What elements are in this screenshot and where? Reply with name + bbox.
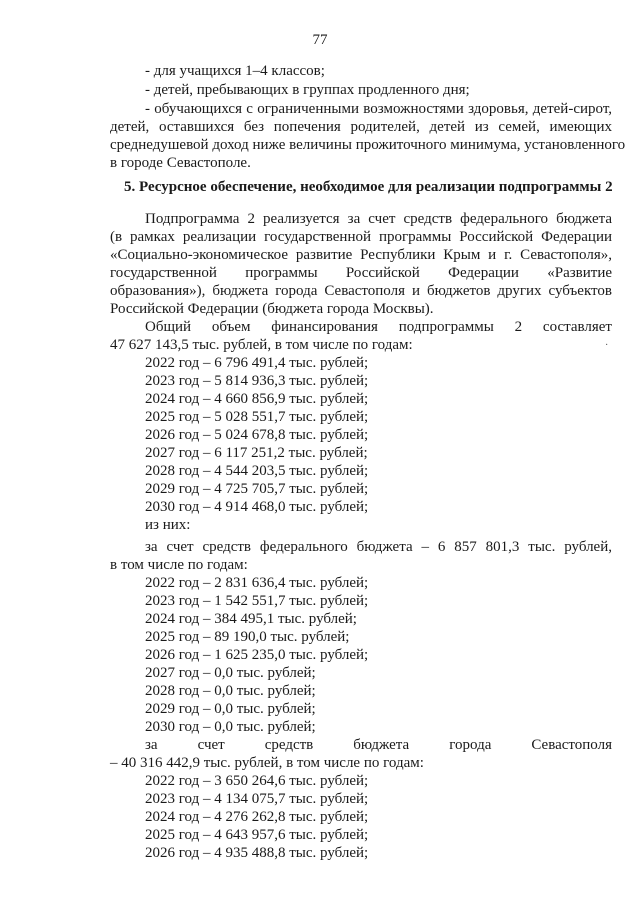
year-line: 2027 год – 0,0 тыс. рублей; (145, 665, 316, 681)
city-line: – 40 316 442,9 тыс. рублей, в том числе по годам: (110, 755, 424, 771)
paragraph-line: образования»), бюджета города Севастополя и бюджетов других субъектов (110, 283, 612, 299)
of-them-label: из них: (145, 517, 191, 533)
paragraph-line: среднедушевой доход ниже величины прожиточного минимума, установленного (110, 137, 626, 153)
year-line: 2026 год – 1 625 235,0 тыс. рублей; (145, 647, 369, 663)
year-line: 2024 год – 4 660 856,9 тыс. рублей; (145, 391, 369, 407)
total-line: 47 627 143,5 тыс. рублей, в том числе по годам: (110, 337, 413, 353)
paragraph-line: государственной программы Российской Федерации «Развитие (110, 265, 612, 281)
year-line: 2028 год – 0,0 тыс. рублей; (145, 683, 316, 699)
year-line: 2029 год – 0,0 тыс. рублей; (145, 701, 316, 717)
federal-line: в том числе по годам: (110, 557, 248, 573)
paragraph-line: Российской Федерации (бюджета города Москвы). (110, 301, 434, 317)
year-line: 2023 год – 5 814 936,3 тыс. рублей; (145, 373, 369, 389)
bullet-item: - обучающихся с ограниченными возможностями здоровья, детей-сирот, (145, 101, 612, 117)
year-line: 2023 год – 1 542 551,7 тыс. рублей; (145, 593, 369, 609)
year-line: 2027 год – 6 117 251,2 тыс. рублей; (145, 445, 368, 461)
year-line: 2025 год – 4 643 957,6 тыс. рублей; (145, 827, 369, 843)
year-line: 2025 год – 5 028 551,7 тыс. рублей; (145, 409, 369, 425)
paragraph-line: (в рамках реализации государственной программы Российской Федерации (110, 229, 612, 245)
year-line: 2026 год – 5 024 678,8 тыс. рублей; (145, 427, 369, 443)
bullet-item: - для учащихся 1–4 классов; (145, 63, 325, 79)
year-line: 2024 год – 4 276 262,8 тыс. рублей; (145, 809, 369, 825)
year-line: 2023 год – 4 134 075,7 тыс. рублей; (145, 791, 369, 807)
paragraph-line: в городе Севастополе. (110, 155, 251, 171)
year-line: 2030 год – 4 914 468,0 тыс. рублей; (145, 499, 369, 515)
paragraph-line: детей, оставшихся без попечения родителей, детей из семей, имеющих (110, 119, 612, 135)
total-line: Общий объем финансирования подпрограммы 2 составляет (145, 319, 612, 335)
document-page: 77 - для учащихся 1–4 классов; - детей, пребывающих в группах продленного дня; - обучающихся с ограниченными возможностями здоровья, детей-сирот, детей, оставшихся без попечения родителей, детей из семей, имеющих среднедушевой доход ниже величины прожиточного минимума, установленного в городе Севастополе. 5. Ресурсное обеспечение, необходимое для реализации подпрограммы 2 Подпрограмма 2 реализуется за счет средств федерального бюджета (в рамках реализации государственной программы Российской Федерации «Социально-экономическое развитие Республики Крым и г. Севастополя», государственной программы Российской Федерации «Развитие образования»), бюджета города Севастополя и бюджетов других субъектов Российской Федерации (бюджета города Москвы). Общий объем финансирования подпрограммы 2 составляет 47 627 143,5 тыс. рублей, в том числе по годам: · 2022 год – 6 796 491,4 тыс. рублей; 2023 год – 5 814 936,3 тыс. рублей; 2024 год – 4 660 856,9 тыс. рублей; 2025 год – 5 028 551,7 тыс. рублей; 2026 год – 5 024 678,8 тыс. рублей; 2027 год – 6 117 251,2 тыс. рублей; 2028 год – 4 544 203,5 тыс. рублей; 2029 год – 4 725 705,7 тыс. рублей; 2030 год – 4 914 468,0 тыс. рублей; из них: за счет средств федерального бюджета – 6 857 801,3 тыс. рублей, в том числе по годам: 2022 год – 2 831 636,4 тыс. рублей; 2023 год – 1 542 551,7 тыс. рублей; 2024 год – 384 495,1 тыс. рублей; 2025 год – 89 190,0 тыс. рублей; 2026 год – 1 625 235,0 тыс. рублей; 2027 год – 0,0 тыс. рублей; 2028 год – 0,0 тыс. рублей; 2029 год – 0,0 тыс. рублей; 2030 год – 0,0 тыс. рублей; за счет средств бюджета города Севастополя – 40 316 442,9 тыс. рублей, в том числе по годам: 2022 год – 3 650 264,6 тыс. рублей; 2023 год – 4 134 075,7 тыс. рублей; 2024 год – 4 276 262,8 тыс. рублей; 2025 год – 4 643 957,6 тыс. рублей; 2026 год – 4 935 488,8 тыс. рублей; (0, 0, 640, 904)
year-line: 2022 год – 6 796 491,4 тыс. рублей; (145, 355, 369, 371)
year-line: 2025 год – 89 190,0 тыс. рублей; (145, 629, 350, 645)
section-heading: 5. Ресурсное обеспечение, необходимое для реализации подпрограммы 2 (124, 179, 613, 195)
paragraph-line: «Социально-экономическое развитие Республики Крым и г. Севастополя», (110, 247, 612, 263)
paragraph-line: Подпрограмма 2 реализуется за счет средств федерального бюджета (145, 211, 612, 227)
year-line: 2022 год – 3 650 264,6 тыс. рублей; (145, 773, 369, 789)
page-number: 77 (312, 32, 328, 48)
year-line: 2029 год – 4 725 705,7 тыс. рублей; (145, 481, 369, 497)
year-line: 2026 год – 4 935 488,8 тыс. рублей; (145, 845, 369, 861)
bullet-item: - детей, пребывающих в группах продленного дня; (145, 82, 470, 98)
year-line: 2022 год – 2 831 636,4 тыс. рублей; (145, 575, 369, 591)
federal-line: за счет средств федерального бюджета – 6 857 801,3 тыс. рублей, (145, 539, 612, 555)
city-line: за счет средств бюджета города Севастополя (145, 737, 612, 753)
year-line: 2030 год – 0,0 тыс. рублей; (145, 719, 316, 735)
year-line: 2028 год – 4 544 203,5 тыс. рублей; (145, 463, 369, 479)
year-line: 2024 год – 384 495,1 тыс. рублей; (145, 611, 357, 627)
